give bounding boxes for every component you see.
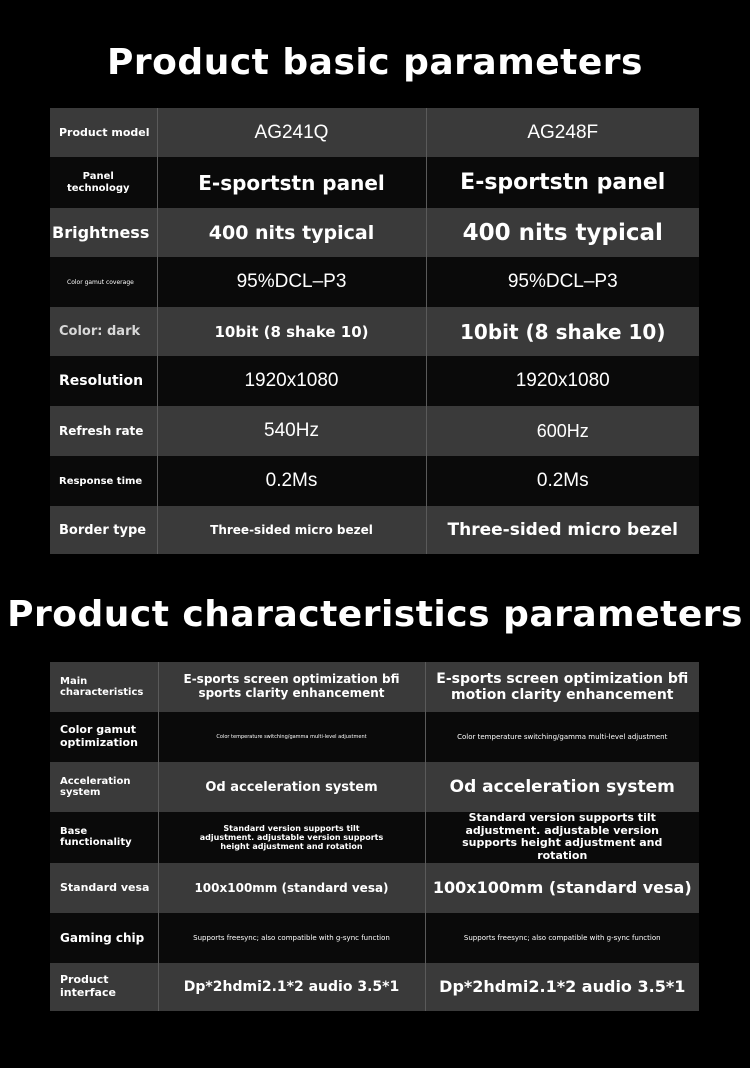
model-b-value: E-sportstn panel	[426, 157, 699, 208]
table-row	[50, 863, 699, 913]
table-row	[50, 712, 699, 762]
row-label: Response time	[50, 456, 157, 506]
model-a-value: 100x100mm (standard vesa)	[158, 863, 425, 913]
row-label: Refresh rate	[50, 406, 157, 456]
row-label: Product interface	[50, 963, 158, 1011]
table-row	[50, 812, 699, 863]
model-b-value: AG248F	[426, 108, 699, 157]
row-label: Color: dark	[50, 307, 157, 356]
row-label: Standard vesa	[50, 863, 158, 913]
model-b-value: 600Hz	[426, 406, 699, 456]
basic-parameters-title: Product basic parameters	[107, 42, 643, 83]
table-row	[50, 456, 699, 506]
model-a-value: AG241Q	[157, 108, 426, 157]
row-label: Resolution	[50, 356, 157, 406]
row-label: Color gamut optimization	[50, 712, 158, 762]
model-b-value: Od acceleration system	[425, 762, 699, 812]
table-row	[50, 762, 699, 812]
model-a-value: Od acceleration system	[158, 762, 425, 812]
row-label: Product model	[50, 108, 157, 157]
table-row	[50, 406, 699, 456]
model-a-value: Color temperature switching/gamma multi-level adjustment	[158, 712, 425, 762]
model-a-value: 400 nits typical	[157, 208, 426, 257]
model-a-value: Standard version supports tilt adjustment. adjustable version supports height adjustment and rotation	[158, 812, 425, 863]
table-row	[50, 157, 699, 208]
table-row	[50, 108, 699, 157]
model-b-value: E-sports screen optimization bfi motion clarity enhancement	[425, 662, 699, 712]
model-a-value: 0.2Ms	[157, 456, 426, 506]
characteristics-parameters-table	[50, 662, 699, 1011]
table-row	[50, 506, 699, 554]
table-row	[50, 257, 699, 307]
model-b-value: Three-sided micro bezel	[426, 506, 699, 554]
table-row	[50, 913, 699, 963]
model-b-value: 1920x1080	[426, 356, 699, 406]
model-b-value: 10bit (8 shake 10)	[426, 307, 699, 356]
row-label: Gaming chip	[50, 913, 158, 963]
row-label: Brightness	[50, 208, 157, 257]
table-row	[50, 208, 699, 257]
model-a-value: Supports freesync; also compatible with g-sync function	[158, 913, 425, 963]
model-b-value: 400 nits typical	[426, 208, 699, 257]
row-label: Main characteristics	[50, 662, 158, 712]
row-label: Panel technology	[50, 157, 157, 208]
row-label: Color gamut coverage	[50, 257, 157, 307]
model-b-value: 95%DCL–P3	[426, 257, 699, 307]
model-a-value: E-sports screen optimization bfi sports clarity enhancement	[158, 662, 425, 712]
model-a-value: Dp*2hdmi2.1*2 audio 3.5*1	[158, 963, 425, 1011]
model-a-value: 95%DCL–P3	[157, 257, 426, 307]
model-b-value: Dp*2hdmi2.1*2 audio 3.5*1	[425, 963, 699, 1011]
model-a-value: E-sportstn panel	[157, 157, 426, 208]
model-b-value: 100x100mm (standard vesa)	[425, 863, 699, 913]
row-label: Base functionality	[50, 812, 158, 863]
table-row	[50, 307, 699, 356]
model-a-value: 540Hz	[157, 406, 426, 456]
table-row	[50, 963, 699, 1011]
table-row	[50, 662, 699, 712]
basic-parameters-table	[50, 108, 699, 554]
model-a-value: 1920x1080	[157, 356, 426, 406]
model-b-value: Supports freesync; also compatible with g-sync function	[425, 913, 699, 963]
row-label: Acceleration system	[50, 762, 158, 812]
model-b-value: Standard version supports tilt adjustment. adjustable version supports height adjustment and rotation	[425, 812, 699, 863]
row-label: Border type	[50, 506, 157, 554]
model-a-value: 10bit (8 shake 10)	[157, 307, 426, 356]
model-b-value: 0.2Ms	[426, 456, 699, 506]
table-row	[50, 356, 699, 406]
characteristics-parameters-title: Product characteristics parameters	[7, 594, 743, 635]
model-a-value: Three-sided micro bezel	[157, 506, 426, 554]
model-b-value: Color temperature switching/gamma multi-level adjustment	[425, 712, 699, 762]
